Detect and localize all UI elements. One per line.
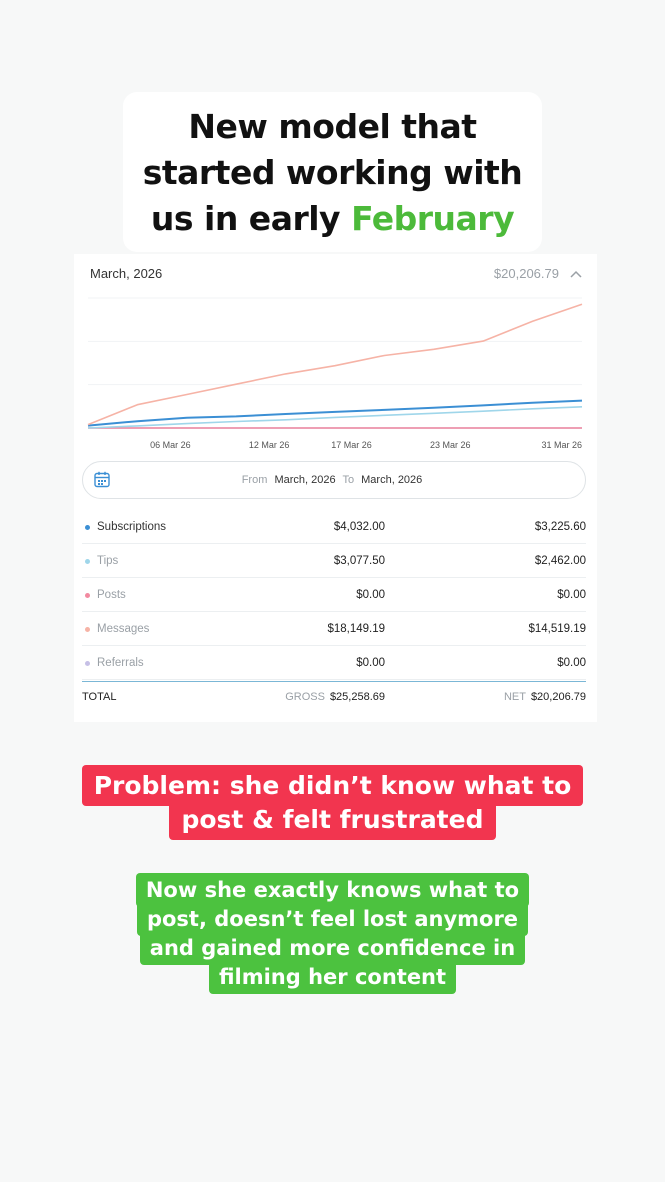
row-label: Subscriptions: [97, 521, 167, 533]
solution-line-2: post, doesn’t feel lost anymore: [146, 907, 519, 931]
row-label: Messages: [97, 623, 150, 635]
subscriptions-dot: [85, 525, 90, 530]
problem-line-2: post & felt frustrated: [181, 805, 484, 834]
solution-line-4: filming her content: [218, 965, 447, 989]
row-label: Referrals: [97, 657, 144, 669]
headline-line-1: New model that: [188, 107, 477, 146]
earnings-card: [74, 254, 597, 722]
gross-label: GROSS: [285, 691, 325, 703]
total-row: [82, 681, 586, 711]
to-value: March, 2026: [361, 474, 423, 486]
row-gross: $18,149.19: [327, 623, 385, 635]
headline-line-2: started working with: [142, 153, 523, 192]
row-label: Tips: [97, 555, 119, 567]
solution-callout: [0, 876, 665, 992]
headline-box: [123, 92, 543, 252]
headline-line-3-text: us in early: [150, 199, 341, 238]
row-label: Posts: [97, 589, 126, 601]
total-gross: [285, 682, 385, 712]
x-tick-label: 12 Mar 26: [248, 440, 290, 450]
x-tick-label: 06 Mar 26: [150, 440, 191, 450]
headline-highlight: February: [351, 199, 515, 238]
period-total: $20,206.79: [493, 266, 559, 281]
calendar-icon[interactable]: [94, 471, 110, 488]
row-gross: $3,077.50: [333, 555, 385, 567]
table-row: [82, 646, 586, 680]
x-tick-label: 31 Mar 26: [541, 440, 582, 450]
period-label: March, 2026: [90, 266, 163, 281]
posts-dot: [85, 593, 90, 598]
row-gross: $4,032.00: [333, 521, 385, 533]
series-line-tips: [88, 407, 582, 428]
net-value: $20,206.79: [530, 691, 586, 703]
referrals-dot: [85, 661, 90, 666]
table-row: [82, 510, 586, 544]
net-label: NET: [503, 691, 526, 703]
earnings-line-chart: [86, 290, 586, 460]
series-line-messages: [88, 304, 582, 424]
date-range-picker[interactable]: [82, 461, 586, 499]
problem-line-1: Problem: she didn’t know what to: [93, 771, 572, 800]
solution-text: [136, 873, 529, 994]
row-gross: $0.00: [356, 589, 385, 601]
total-label: TOTAL: [82, 691, 117, 703]
table-row: [82, 544, 586, 578]
gross-value: $25,258.69: [329, 691, 385, 703]
earnings-breakdown: [82, 510, 586, 680]
row-net: $3,225.60: [534, 521, 586, 533]
to-label: To: [342, 474, 355, 486]
problem-callout: [0, 769, 665, 837]
headline-line-3: [143, 196, 523, 242]
x-tick-label: 17 Mar 26: [331, 440, 372, 450]
row-gross: $0.00: [356, 657, 385, 669]
solution-line-3: and gained more confidence in: [149, 936, 516, 960]
row-net: $0.00: [557, 657, 586, 669]
chevron-up-icon[interactable]: [569, 268, 583, 280]
tips-dot: [85, 559, 90, 564]
from-value: March, 2026: [274, 474, 336, 486]
messages-dot: [85, 627, 90, 632]
card-header[interactable]: [90, 266, 583, 286]
row-net: $14,519.19: [528, 623, 586, 635]
table-row: [82, 578, 586, 612]
row-net: $2,462.00: [534, 555, 586, 567]
total-net: [504, 682, 586, 712]
row-net: $0.00: [557, 589, 586, 601]
table-row: [82, 612, 586, 646]
series-line-subscriptions: [88, 401, 582, 426]
headline: [0, 92, 665, 252]
from-label: From: [241, 474, 268, 486]
solution-line-1: Now she exactly knows what to: [145, 878, 520, 902]
problem-text: [82, 765, 584, 840]
x-tick-label: 23 Mar 26: [430, 440, 471, 450]
